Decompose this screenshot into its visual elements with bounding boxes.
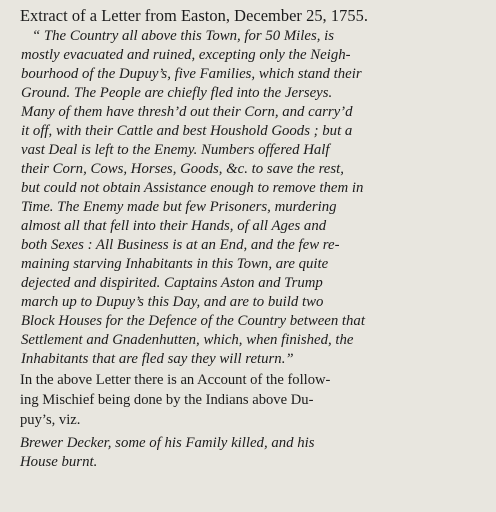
account-line: puy’s, viz. <box>20 412 81 428</box>
letter-line: dejected and dispirited. Captains Aston and Trump <box>21 275 323 291</box>
letter-line: Ground. The People are chiefly fled into the Jerseys. <box>21 85 333 101</box>
letter-line: Time. The Enemy made but few Prisoners, murdering <box>21 199 337 215</box>
entry-line: Brewer Decker, some of his Family killed, and his <box>20 435 315 451</box>
article-heading: Extract of a Letter from Easton, December 25, 1755. <box>20 6 368 25</box>
letter-line: Settlement and Gnadenhutten, which, when finished, the <box>21 332 354 348</box>
letter-line: “ The Country all above this Town, for 50 Miles, is <box>32 28 334 44</box>
letter-line: but could not obtain Assistance enough to remove them in <box>21 180 364 196</box>
letter-line: both Sexes : All Business is at an End, and the few re- <box>21 237 340 253</box>
letter-line: Inhabitants that are fled say they will return.” <box>21 351 294 367</box>
letter-line: maining starving Inhabitants in this Town, are quite <box>21 256 329 272</box>
account-line: ing Mischief being done by the Indians above Du- <box>20 392 314 408</box>
letter-line: Many of them have thresh’d out their Corn, and carry’d <box>21 104 353 120</box>
letter-line: their Corn, Cows, Horses, Goods, &c. to save the rest, <box>21 161 344 177</box>
letter-line: almost all that fell into their Hands, of all Ages and <box>21 218 327 234</box>
letter-line: mostly evacuated and ruined, excepting only the Neigh- <box>21 47 351 63</box>
letter-line: march up to Dupuy’s this Day, and are to build two <box>21 294 324 310</box>
letter-line: vast Deal is left to the Enemy. Numbers offered Half <box>21 142 330 158</box>
account-line: In the above Letter there is an Account of the follow- <box>20 372 331 388</box>
letter-line: it off, with their Cattle and best Houshold Goods ; but a <box>21 123 353 139</box>
entry-line: House burnt. <box>20 454 98 470</box>
letter-line: Block Houses for the Defence of the Country between that <box>21 313 365 329</box>
letter-line: bourhood of the Dupuy’s, five Families, which stand their <box>21 66 362 82</box>
